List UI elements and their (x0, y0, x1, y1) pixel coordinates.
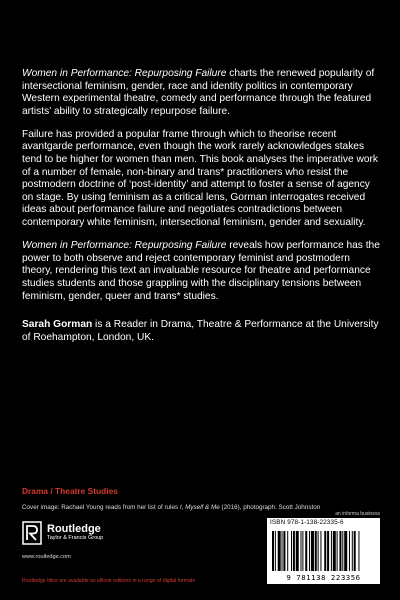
cover-image-credit (22, 504, 320, 511)
informa-tagline: an informa business (335, 511, 380, 517)
barcode-bar (301, 531, 302, 571)
barcode-bar (327, 531, 329, 571)
barcode-bar (309, 531, 310, 571)
barcode-bar (291, 531, 292, 571)
barcode-bar (337, 531, 338, 571)
barcode-bar (324, 531, 326, 571)
blurb-text: charts the renewed popularity of intersectional feminism, gender, race and identity politics in contemporary Western experimental theatre, comedy and performance through the featured artists’ ability to strategically repurpose failure. (22, 68, 375, 117)
barcode-digits: 9 781138 223356 (267, 572, 380, 584)
publisher-name: Routledge (47, 523, 101, 535)
barcode (267, 528, 380, 572)
barcode-bar (339, 531, 341, 571)
barcode-bar (349, 531, 350, 571)
blurb-paragraph-2: Failure has provided a popular frame through which to theorise recent avantgarde performance, even though the work rarely acknowledges stakes tend to be higher for women than men. This book analyses the imperative work of a number of female, non-binary and trans* practitioners who resist the postmodern doctrine of ‘post-identity’ and attempt to foster a sense of agency on stage. By using feminism as a critical lens, Gorman interrogates received ideas about performance failure and negotiates contradictions between contemporary white feminism, intersectional feminism, gender and sexuality. (22, 128, 379, 229)
book-title-ref: Women in Performance: Repurposing Failure (22, 240, 227, 252)
barcode-bar (331, 531, 332, 571)
credit-text: Cover image: Rachael Young reads from her list of rules (22, 504, 180, 511)
credit-text: (2016), photograph: Scott Johnston (219, 504, 321, 511)
publisher-block (22, 521, 103, 545)
isbn-barcode-block (267, 511, 380, 584)
subject-category: Drama / Theatre Studies (22, 486, 118, 496)
credit-work-title: I, Myself & Me (179, 504, 220, 511)
barcode-bar (305, 531, 307, 571)
book-title-ref: Women in Performance: Repurposing Failure (22, 68, 227, 79)
barcode-bar (302, 531, 303, 571)
barcode-bar (358, 531, 359, 571)
blurb-paragraph-1 (22, 68, 380, 118)
barcode-bar (315, 531, 317, 571)
author-bio-text: is a Reader in Drama, Theatre & Performance at the University of Roehampton, London, UK. (22, 319, 379, 343)
ebook-note: Routledge titles are available as eBook editions in a range of digital formats (22, 578, 196, 584)
barcode-bar (318, 531, 319, 571)
barcode-bar (352, 531, 353, 571)
author-name: Sarah Gorman (22, 319, 93, 331)
barcode-bar (275, 531, 276, 571)
barcode-bar (272, 531, 274, 571)
barcode-bars-icon (270, 531, 377, 571)
barcode-bar (311, 531, 314, 571)
barcode-bar (283, 531, 285, 571)
publisher-url: www.routledge.com (22, 554, 71, 560)
barcode-bar (344, 531, 347, 571)
barcode-bar (282, 531, 283, 571)
isbn-number: ISBN 978-1-138-22335-6 (267, 518, 380, 528)
barcode-bar (278, 531, 281, 571)
barcode-bar (320, 531, 321, 571)
barcode-bar (296, 531, 299, 571)
publisher-group: Taylor & Francis Group (47, 535, 104, 541)
barcode-bar (287, 531, 288, 571)
barcode-bar (354, 531, 356, 571)
barcode-bar (293, 531, 295, 571)
blurb-paragraph-3 (22, 240, 380, 303)
back-cover-blurb (22, 68, 380, 355)
barcode-bar (333, 531, 336, 571)
blurb-text: reveals how performance has the power to both observe and reject contemporary feminist and postmodern theory, rendering this text an invaluable resource for theatre and performance studies students and those grappling with the disciplinary tensions between feminism, gender, queer and trans* studies. (22, 240, 380, 302)
routledge-logo-icon (22, 521, 42, 545)
barcode-bar (342, 531, 343, 571)
author-bio (22, 319, 380, 344)
